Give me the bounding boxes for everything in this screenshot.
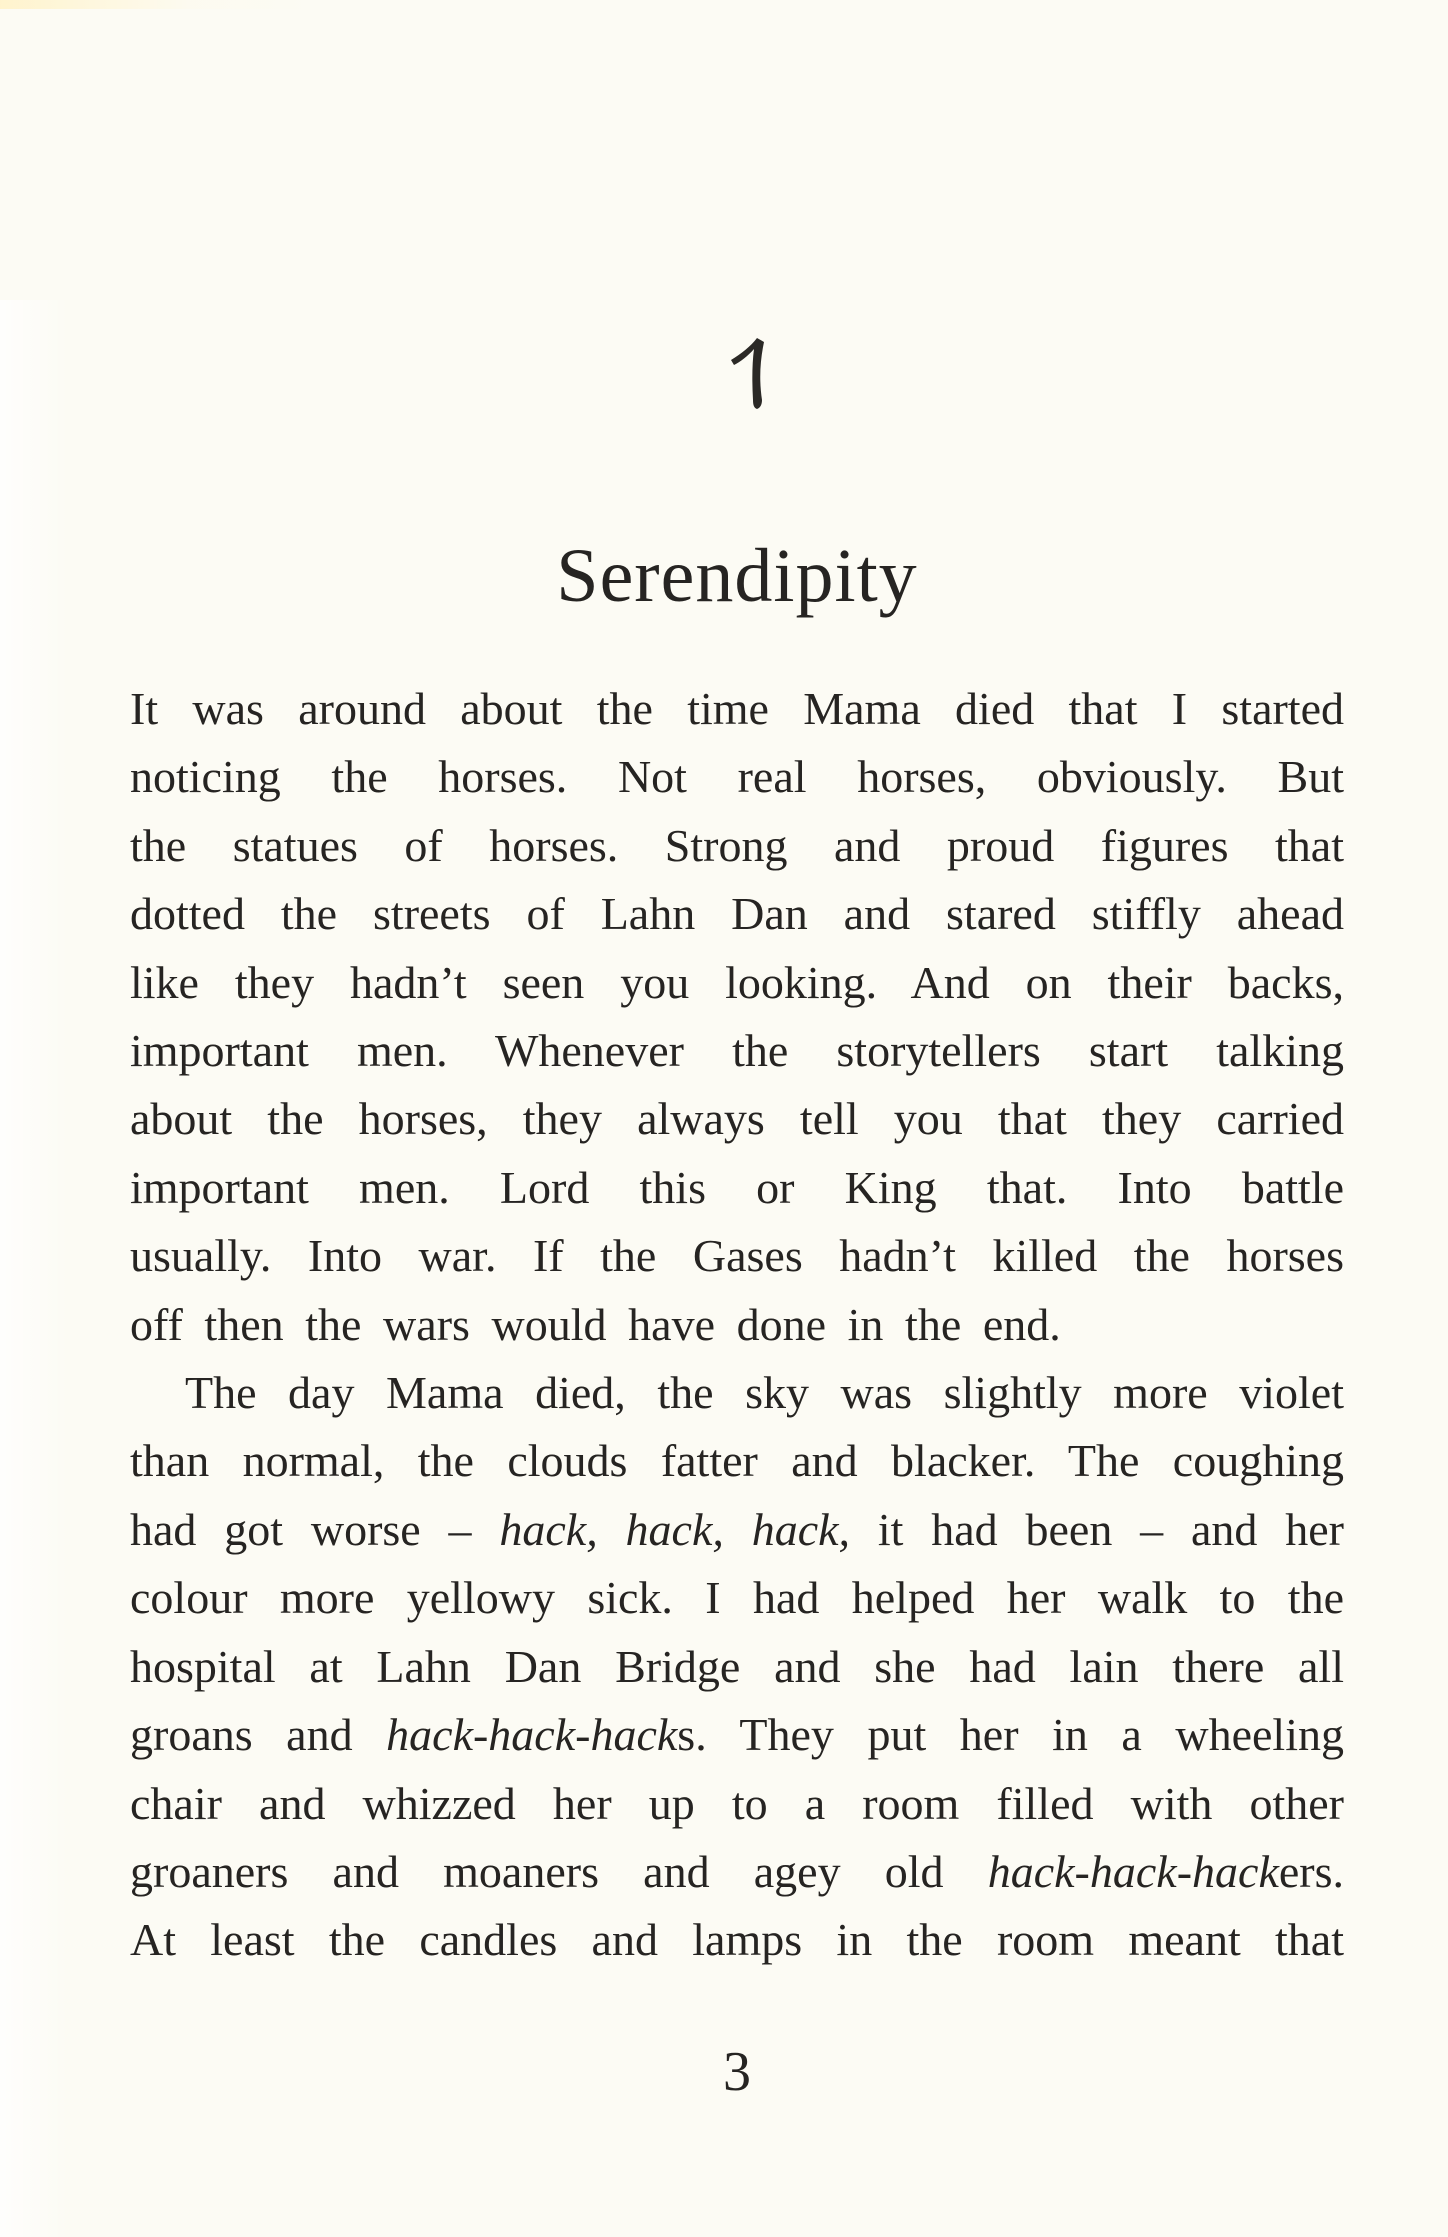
text-line [130, 1701, 1344, 1769]
text-segment: s. They put her in a wheeling [677, 1709, 1344, 1761]
text-segment: about the horses, they always tell you that they carried [130, 1093, 1344, 1145]
text-line [130, 1564, 1344, 1632]
italic-text-segment: hack, hack, hack, [499, 1503, 851, 1555]
scan-artifact-top-edge [0, 0, 320, 9]
chapter-number-one-glyph [727, 336, 769, 412]
text-segment: noticing the horses. Not real horses, obviously. But [130, 751, 1344, 803]
text-line [130, 1770, 1344, 1838]
text-line [130, 1291, 1344, 1359]
text-line [130, 1496, 1344, 1564]
text-line [130, 1154, 1344, 1222]
text-line [130, 812, 1344, 880]
chapter-title: Serendipity [556, 533, 918, 618]
text-segment: groaners and moaners and agey old [130, 1845, 988, 1897]
text-line [130, 675, 1344, 743]
text-segment: important men. Lord this or King that. Into battle [130, 1161, 1344, 1213]
text-segment: colour more yellowy sick. I had helped her walk to the [130, 1572, 1344, 1624]
text-line [130, 1427, 1344, 1495]
text-segment: it had been – and her [850, 1503, 1344, 1555]
text-line [130, 1222, 1344, 1290]
text-line [130, 1838, 1344, 1906]
text-line [130, 1633, 1344, 1701]
text-segment: like they hadn’t seen you looking. And on their backs, [130, 956, 1344, 1008]
chapter-number [130, 336, 1344, 417]
text-line [130, 949, 1344, 1017]
text-segment: than normal, the clouds fatter and blacker. The coughing [130, 1435, 1344, 1487]
scan-artifact-left-edge [0, 300, 70, 2237]
text-segment: ers. [1278, 1845, 1344, 1897]
text-line [130, 743, 1344, 811]
text-line [130, 880, 1344, 948]
text-segment: It was around about the time Mama died that I started [130, 683, 1344, 734]
text-line [130, 1085, 1344, 1153]
text-line [130, 1906, 1344, 1974]
text-line [130, 1359, 1344, 1427]
italic-text-segment: hack-hack-hack [386, 1709, 678, 1761]
page-number: 3 [723, 2041, 751, 2103]
text-segment: dotted the streets of Lahn Dan and stared stiffly ahead [130, 888, 1344, 940]
text-segment: important men. Whenever the storytellers start talking [130, 1025, 1344, 1077]
text-segment: The day Mama died, the sky was slightly more violet [185, 1367, 1344, 1419]
text-segment: At least the candles and lamps in the room meant that [130, 1914, 1344, 1966]
text-line [130, 1017, 1344, 1085]
body-text [130, 675, 1344, 1975]
text-segment: had got worse – [130, 1503, 500, 1555]
text-segment: chair and whizzed her up to a room filled with other [130, 1777, 1344, 1829]
text-segment: usually. Into war. If the Gases hadn’t killed the horses [130, 1230, 1344, 1282]
text-segment: groans and [130, 1709, 387, 1761]
text-segment: hospital at Lahn Dan Bridge and she had lain there all [130, 1640, 1344, 1692]
text-segment: off then the wars would have done in the end. [130, 1298, 1061, 1350]
text-segment: the statues of horses. Strong and proud figures that [130, 819, 1344, 871]
italic-text-segment: hack-hack-hack [987, 1845, 1279, 1897]
